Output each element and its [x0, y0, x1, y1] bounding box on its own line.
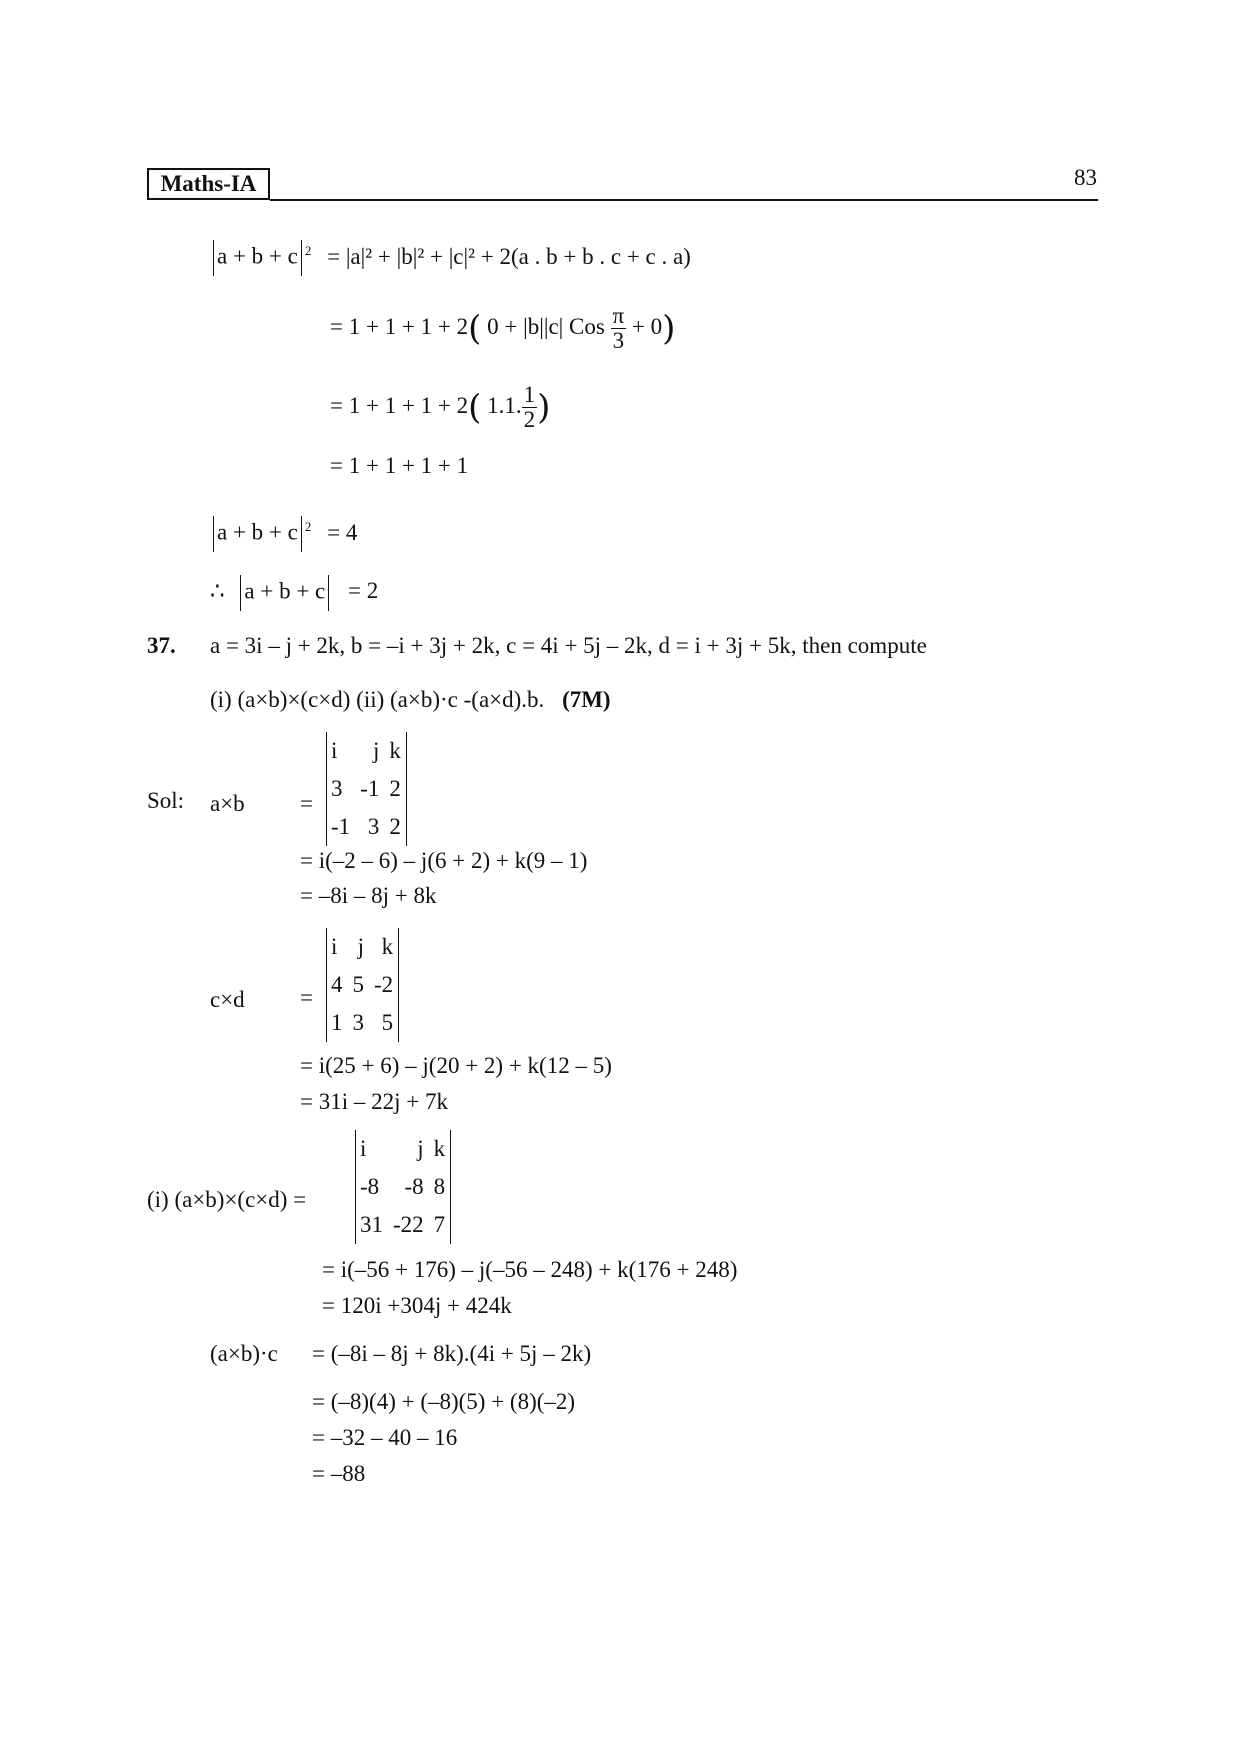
- determinant-row: [327, 808, 406, 846]
- page-number: 83: [1074, 165, 1097, 190]
- solution-label: Sol:: [147, 788, 185, 813]
- one-half: $\frac{1}{2}$: [523, 382, 536, 432]
- cxd-equals: =: [300, 985, 313, 1010]
- determinant-cell: 8: [433, 1174, 446, 1199]
- determinant-row: [327, 1004, 398, 1042]
- magnitude-result: ∴ a + b + c = 2: [210, 575, 378, 611]
- magnitude-line-2: = 1 + 1 + 1 + 2( 0 + |b||c| Cos $\frac{\pi}{3}$ + 0): [330, 303, 676, 353]
- determinant-cell: 3: [352, 1010, 364, 1035]
- cxd-label: c×d: [210, 987, 245, 1012]
- determinant-cell: 7: [433, 1212, 446, 1237]
- dot-step-3: = –88: [312, 1461, 366, 1486]
- determinant-part-i: [355, 1130, 451, 1244]
- determinant-cell: 2: [389, 776, 401, 801]
- pi-over-3: $\frac{\pi}{3}$: [612, 303, 625, 353]
- determinant-axb: [326, 732, 407, 846]
- determinant-row: [327, 928, 398, 966]
- problem-statement: a = 3i – j + 2k, b = –i + 3j + 2k, c = 4i + 5j – 2k, d = i + 3j + 5k, then compute: [210, 633, 927, 658]
- determinant-cell: 2: [389, 814, 401, 839]
- determinant-cxd: [326, 928, 399, 1042]
- determinant-cell: 3: [367, 814, 380, 839]
- axb-label: a×b: [210, 791, 245, 816]
- problem-number: 37.: [147, 633, 176, 658]
- determinant-cell: i: [331, 738, 338, 763]
- dot-step-1: = (–8)(4) + (–8)(5) + (8)(–2): [312, 1389, 576, 1414]
- determinant-cell: -1: [360, 776, 380, 801]
- determinant-row: [356, 1168, 450, 1206]
- determinant-cell: 5: [381, 1010, 394, 1035]
- determinant-cell: -1: [331, 814, 351, 839]
- determinant-cell: k: [433, 1136, 446, 1161]
- axb-step-1: = i(–2 – 6) – j(6 + 2) + k(9 – 1): [300, 848, 588, 873]
- part-i-label: (i) (a×b)×(c×d) =: [147, 1187, 307, 1212]
- magnitude-result-squared: a + b + c $^2$ = 4: [210, 513, 357, 552]
- dot-step-0: = (–8i – 8j + 8k).(4i + 5j – 2k): [312, 1341, 592, 1366]
- determinant-cell: k: [381, 934, 394, 959]
- axb-step-2: = –8i – 8j + 8k: [300, 883, 437, 908]
- dot-label: (a×b)·c: [210, 1341, 278, 1366]
- lhs-expr: a + b + c: [217, 243, 298, 269]
- determinant-cell: j: [417, 1136, 424, 1161]
- determinant-row: [327, 770, 406, 808]
- determinant-cell: k: [389, 738, 401, 763]
- header-title: Maths-IA: [147, 168, 270, 200]
- header-rule: [270, 199, 1098, 201]
- determinant-cell: -2: [374, 972, 394, 997]
- magnitude-line-3: = 1 + 1 + 1 + 2( 1.1. $\frac{1}{2}$ ): [330, 382, 551, 432]
- cxd-step-2: = 31i – 22j + 7k: [300, 1089, 448, 1114]
- determinant-cell: 3: [331, 776, 343, 801]
- problem-marks: (7M): [562, 687, 611, 712]
- cxd-step-1: = i(25 + 6) – j(20 + 2) + k(12 – 5): [300, 1053, 612, 1078]
- determinant-cell: j: [357, 934, 364, 959]
- determinant-row: [356, 1130, 450, 1168]
- determinant-cell: -22: [393, 1212, 424, 1237]
- magnitude-line-4: = 1 + 1 + 1 + 1: [330, 453, 469, 478]
- determinant-row: [356, 1206, 450, 1244]
- determinant-cell: 5: [352, 972, 364, 997]
- determinant-cell: j: [372, 738, 380, 763]
- axb-equals: =: [300, 791, 313, 816]
- determinant-cell: -8: [360, 1174, 380, 1199]
- rhs-line-1: = |a|² + |b|² + |c|² + 2(a . b + b . c + c . a): [327, 243, 691, 269]
- dot-step-2: = –32 – 40 – 16: [312, 1425, 458, 1450]
- determinant-cell: i: [360, 1136, 367, 1161]
- determinant-cell: 31: [360, 1212, 383, 1237]
- part-i-step-1: = i(–56 + 176) – j(–56 – 248) + k(176 + 248): [322, 1257, 738, 1282]
- determinant-cell: i: [331, 934, 338, 959]
- determinant-cell: 1: [331, 1010, 343, 1035]
- determinant-cell: 4: [331, 972, 343, 997]
- problem-parts: (i) (a×b)×(c×d) (ii) (a×b)·c -(a×d).b. (7M): [210, 687, 611, 712]
- determinant-row: [327, 966, 398, 1004]
- magnitude-line-1: a + b + c $^2$ = |a|² + |b|² + |c|² + 2(a . b + b . c + c . a): [210, 237, 691, 276]
- determinant-cell: -8: [404, 1174, 424, 1199]
- part-i-step-2: = 120i +304j + 424k: [322, 1293, 512, 1318]
- determinant-row: [327, 732, 406, 770]
